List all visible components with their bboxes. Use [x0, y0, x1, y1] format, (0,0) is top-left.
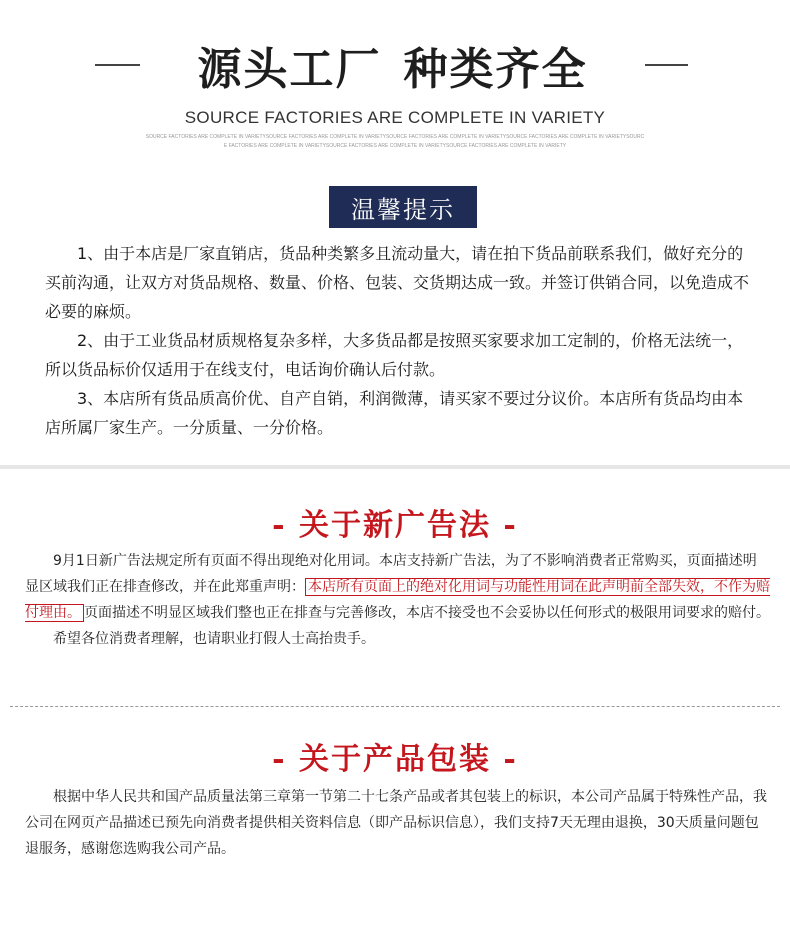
decorative-tiny-text-1: SOURCE FACTORIES ARE COMPLETE IN VARIETYSOURCE FACTORIES ARE COMPLETE IN VARIETYSOURCE FACTORIES ARE COMPLETE IN VARIETYSOURCE FACTORIES ARE COMPLETE IN VARIETYSOURC	[145, 134, 645, 140]
packaging-paragraph-1: 根据中华人民共和国产品质量法第三章第一节第二十七条产品或者其包装上的标识，本公司产品属于特殊性产品，我公司在网页产品描述已预先向消费者提供相关资料信息（即产品标识信息），我们支持7天无理由退换，30天质量问题包退服务，感谢您选购我公司产品。	[25, 789, 767, 857]
ad-law-body	[25, 548, 770, 652]
ad-law-title: - 关于新广告法 -	[272, 508, 518, 543]
notice-badge: 温馨提示	[329, 186, 477, 228]
ad-law-paragraph-1	[25, 548, 770, 626]
notice-paragraph-2: 2、由于工业货品材质规格复杂多样，大多货品都是按照买家要求加工定制的，价格无法统一，所以货品标价仅适用于在线支付，电话询价确认后付款。	[45, 331, 744, 379]
page-title	[140, 32, 645, 97]
notice-paragraph-3: 3、本店所有货品质高价优、自产自销，利润微薄，请买家不要过分议价。本店所有货品均由本店所属厂家生产。一分质量、一分价格。	[45, 389, 744, 437]
ad-law-paragraph-2: 希望各位消费者理解，也请职业打假人士高抬贵手。	[53, 631, 375, 647]
ad-law-declaration: 本店所有页面上的绝对化用词与功能性用词在此声明前全部失效，不作为赔付理由。	[25, 579, 770, 621]
title-part-1: 源头工厂	[197, 43, 382, 95]
dashed-divider	[10, 706, 780, 707]
notice-body	[45, 239, 750, 442]
decorative-tiny-text-2: E FACTORIES ARE COMPLETE IN VARIETYSOURCE FACTORIES ARE COMPLETE IN VARIETYSOURCE FACTORIES ARE COMPLETE IN VARIETY	[223, 143, 567, 149]
ad-law-text-b: 页面描述不明显区域我们整也正在排查与完善修改，本店不接受也不会妥协以任何形式的极限用词要求的赔付。	[84, 605, 770, 621]
packaging-title: - 关于产品包装 -	[272, 742, 518, 777]
title-part-2: 种类齐全	[403, 43, 588, 95]
notice-paragraph-1: 1、由于本店是厂家直销店，货品种类繁多且流动量大，请在拍下货品前联系我们，做好充分的买前沟通，让双方对货品规格、数量、价格、包装、交货期达成一致。并签订供销合同，以免造成不必要的麻烦。	[45, 244, 750, 321]
ad-law-text-a: 9月1日新广告法规定所有页面不得出现绝对化用词。本店支持新广告法，为了不影响消费者正常购买，页面描述明显区域我们正在排查修改，并在此郑重声明：	[25, 553, 757, 595]
packaging-body	[25, 784, 770, 862]
page-subtitle: SOURCE FACTORIES ARE COMPLETE IN VARIETY	[184, 108, 606, 127]
section-divider	[0, 465, 790, 469]
